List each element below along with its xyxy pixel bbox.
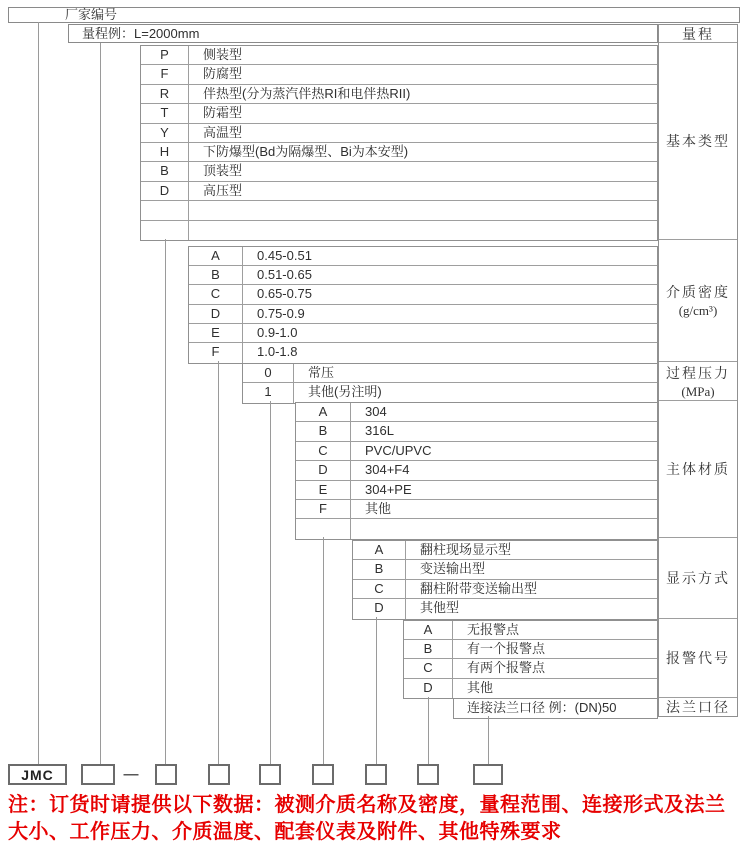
row-code-cell: E <box>189 324 243 342</box>
table-row <box>404 640 657 659</box>
table-row <box>141 182 657 201</box>
material-table <box>295 402 658 540</box>
row-desc-cell: 翻柱现场显示型 <box>420 542 512 557</box>
table-row <box>404 679 657 698</box>
row-code-cell: C <box>353 580 406 598</box>
row-desc-cell: 0.51-0.65 <box>257 266 312 282</box>
row-code-cell: E <box>296 481 351 499</box>
dash-separator <box>119 764 143 785</box>
table-row <box>296 481 657 500</box>
row-desc-cell: 0.45-0.51 <box>257 247 312 263</box>
row-desc-cell: 其他 <box>365 500 392 516</box>
connector-line-density <box>218 361 219 764</box>
row-desc-cell: 其他型 <box>420 600 460 616</box>
row-desc-cell: 1.0-1.8 <box>257 344 298 360</box>
connector-line-manufacturer <box>38 22 39 764</box>
range-example-box <box>68 24 658 43</box>
label-pressure-text: 过程压力 <box>666 366 730 382</box>
code-box-basic <box>155 764 177 785</box>
label-pressure-unit: (MPa) <box>681 383 715 399</box>
label-alarm-text: 报警代号 <box>666 652 730 667</box>
table-row <box>189 305 657 324</box>
row-desc-cell: 防霜型 <box>203 105 243 121</box>
manufacturer-code-box <box>8 7 740 23</box>
label-display <box>659 538 737 619</box>
row-desc-cell: 304+F4 <box>365 462 410 478</box>
flange-row <box>453 698 658 719</box>
display-mode-table <box>352 540 658 620</box>
dash-text: — <box>123 766 139 783</box>
table-row-empty <box>141 201 657 220</box>
row-code-cell: D <box>353 599 406 618</box>
label-flange <box>659 698 737 716</box>
row-desc-cell: 其他(另注明) <box>308 384 382 400</box>
row-desc-cell: 高温型 <box>203 124 243 140</box>
connector-line-pressure <box>270 401 271 764</box>
row-code-cell: B <box>353 560 406 578</box>
row-code-cell: R <box>141 85 189 103</box>
table-row <box>296 461 657 480</box>
connector-line-material <box>323 537 324 764</box>
code-box-material <box>312 764 334 785</box>
table-row <box>189 266 657 285</box>
table-row <box>296 403 657 422</box>
section-label-column <box>658 24 738 717</box>
row-desc-cell: 下防爆型(Bd为隔爆型、Bi为本安型) <box>203 143 409 159</box>
code-box-flange <box>473 764 503 785</box>
row-code-cell: C <box>404 659 453 677</box>
row-code-cell: D <box>141 182 189 200</box>
row-desc-cell <box>351 519 657 538</box>
alarm-table <box>403 620 658 700</box>
label-density <box>659 240 737 362</box>
row-code-cell: P <box>141 46 189 64</box>
table-row <box>243 383 657 402</box>
row-code-cell: C <box>189 285 243 303</box>
table-row-empty <box>296 519 657 538</box>
label-pressure <box>659 362 737 401</box>
row-code-cell <box>296 519 351 538</box>
row-code-cell: F <box>296 500 351 518</box>
row-desc-cell: 翻柱附带变送输出型 <box>420 580 538 596</box>
row-desc-cell: 304 <box>365 404 387 419</box>
manufacturer-code-label: 厂家编号 <box>65 7 118 22</box>
density-table <box>188 246 658 364</box>
row-desc-cell: 0.75-0.9 <box>257 305 305 321</box>
table-row <box>141 104 657 123</box>
table-row <box>296 422 657 441</box>
model-prefix-box <box>8 764 67 785</box>
row-desc-cell: 有一个报警点 <box>467 640 546 656</box>
row-code-cell: A <box>189 247 243 265</box>
row-code-cell <box>141 221 189 240</box>
row-desc-cell: 316L <box>365 423 394 439</box>
code-box-pressure <box>259 764 281 785</box>
table-row <box>141 162 657 181</box>
row-code-cell: F <box>189 343 243 362</box>
table-row <box>353 580 657 599</box>
row-code-cell: B <box>296 422 351 440</box>
code-box-alarm <box>417 764 439 785</box>
label-density-unit: (g/cm³) <box>678 303 718 318</box>
row-code-cell: C <box>296 442 351 460</box>
label-flange-text: 法兰口径 <box>666 701 730 716</box>
label-alarm <box>659 619 737 698</box>
row-desc-cell: PVC/UPVC <box>365 442 432 458</box>
row-desc-cell: 0.9-1.0 <box>257 325 298 341</box>
table-row <box>404 621 657 640</box>
table-row <box>296 442 657 461</box>
connector-line-display <box>376 617 377 764</box>
row-code-cell: Y <box>141 124 189 142</box>
pressure-table <box>242 363 658 404</box>
label-material-text: 主体材质 <box>666 463 730 478</box>
row-code-cell: D <box>296 461 351 479</box>
label-density-text: 介质密度 <box>666 286 730 301</box>
code-box-range <box>81 764 115 785</box>
label-range-text: 量程 <box>682 27 714 43</box>
row-desc-cell: 伴热型(分为蒸汽伴热RI和电伴热RII) <box>203 85 411 101</box>
row-desc-cell: 防腐型 <box>203 66 243 82</box>
row-code-cell: B <box>189 266 243 284</box>
row-desc-cell: 高压型 <box>203 182 243 198</box>
table-row <box>141 85 657 104</box>
label-basic-text: 基本类型 <box>666 135 730 150</box>
row-code-cell: F <box>141 65 189 83</box>
row-code-cell: A <box>296 403 351 421</box>
table-row <box>189 324 657 343</box>
row-code-cell: B <box>141 162 189 180</box>
order-note-line2: 大小、工作压力、介质温度、配套仪表及附件、其他特殊要求 <box>8 821 562 843</box>
connector-line-alarm <box>428 697 429 764</box>
row-desc-cell: 变送输出型 <box>420 561 486 577</box>
basic-type-table <box>140 45 658 241</box>
row-code-cell: H <box>141 143 189 161</box>
order-note <box>8 792 748 845</box>
table-row <box>141 65 657 84</box>
label-range <box>659 25 737 43</box>
row-desc-cell: 其他 <box>467 679 494 695</box>
row-code-cell: A <box>404 621 453 639</box>
table-row <box>404 659 657 678</box>
label-material <box>659 401 737 538</box>
row-code-cell: D <box>189 305 243 323</box>
order-note-line1: 注：订货时请提供以下数据：被测介质名称及密度，量程范围、连接形式及法兰 <box>8 794 726 816</box>
table-row-empty <box>141 221 657 240</box>
table-row <box>141 46 657 65</box>
table-row <box>141 124 657 143</box>
connector-line-flange <box>488 716 489 764</box>
row-code-cell: B <box>404 640 453 658</box>
table-row <box>189 285 657 304</box>
table-row <box>353 541 657 560</box>
code-box-display <box>365 764 387 785</box>
row-desc-cell: 连接法兰口径 例：(DN)50 <box>467 700 617 715</box>
label-basic-type <box>659 43 737 240</box>
label-display-text: 显示方式 <box>666 572 730 587</box>
row-code-cell: 1 <box>243 383 294 402</box>
row-desc-cell: 无报警点 <box>467 621 520 637</box>
connector-line-basic <box>165 239 166 764</box>
table-row <box>189 343 657 362</box>
model-prefix-text: JMC <box>21 766 54 783</box>
table-row <box>353 599 657 618</box>
table-row <box>141 143 657 162</box>
row-desc-cell: 顶装型 <box>203 163 243 179</box>
row-code-cell: D <box>404 679 453 698</box>
table-row <box>243 364 657 383</box>
row-desc-cell <box>189 201 657 219</box>
row-code-cell <box>141 201 189 219</box>
row-desc-cell: 侧装型 <box>203 47 243 62</box>
table-row <box>296 500 657 519</box>
row-desc-cell: 304+PE <box>365 481 412 497</box>
connector-line-range <box>100 43 101 764</box>
row-code-cell: T <box>141 104 189 122</box>
row-desc-cell: 0.65-0.75 <box>257 286 312 302</box>
table-row <box>454 699 657 718</box>
code-box-density <box>208 764 230 785</box>
table-row <box>353 560 657 579</box>
row-code-cell: A <box>353 541 406 559</box>
range-example-text: 量程例：L=2000mm <box>82 26 200 41</box>
row-code-cell: 0 <box>243 364 294 382</box>
table-row <box>189 247 657 266</box>
row-desc-cell <box>189 221 657 240</box>
row-desc-cell: 有两个报警点 <box>467 660 546 676</box>
row-desc-cell: 常压 <box>308 365 335 380</box>
